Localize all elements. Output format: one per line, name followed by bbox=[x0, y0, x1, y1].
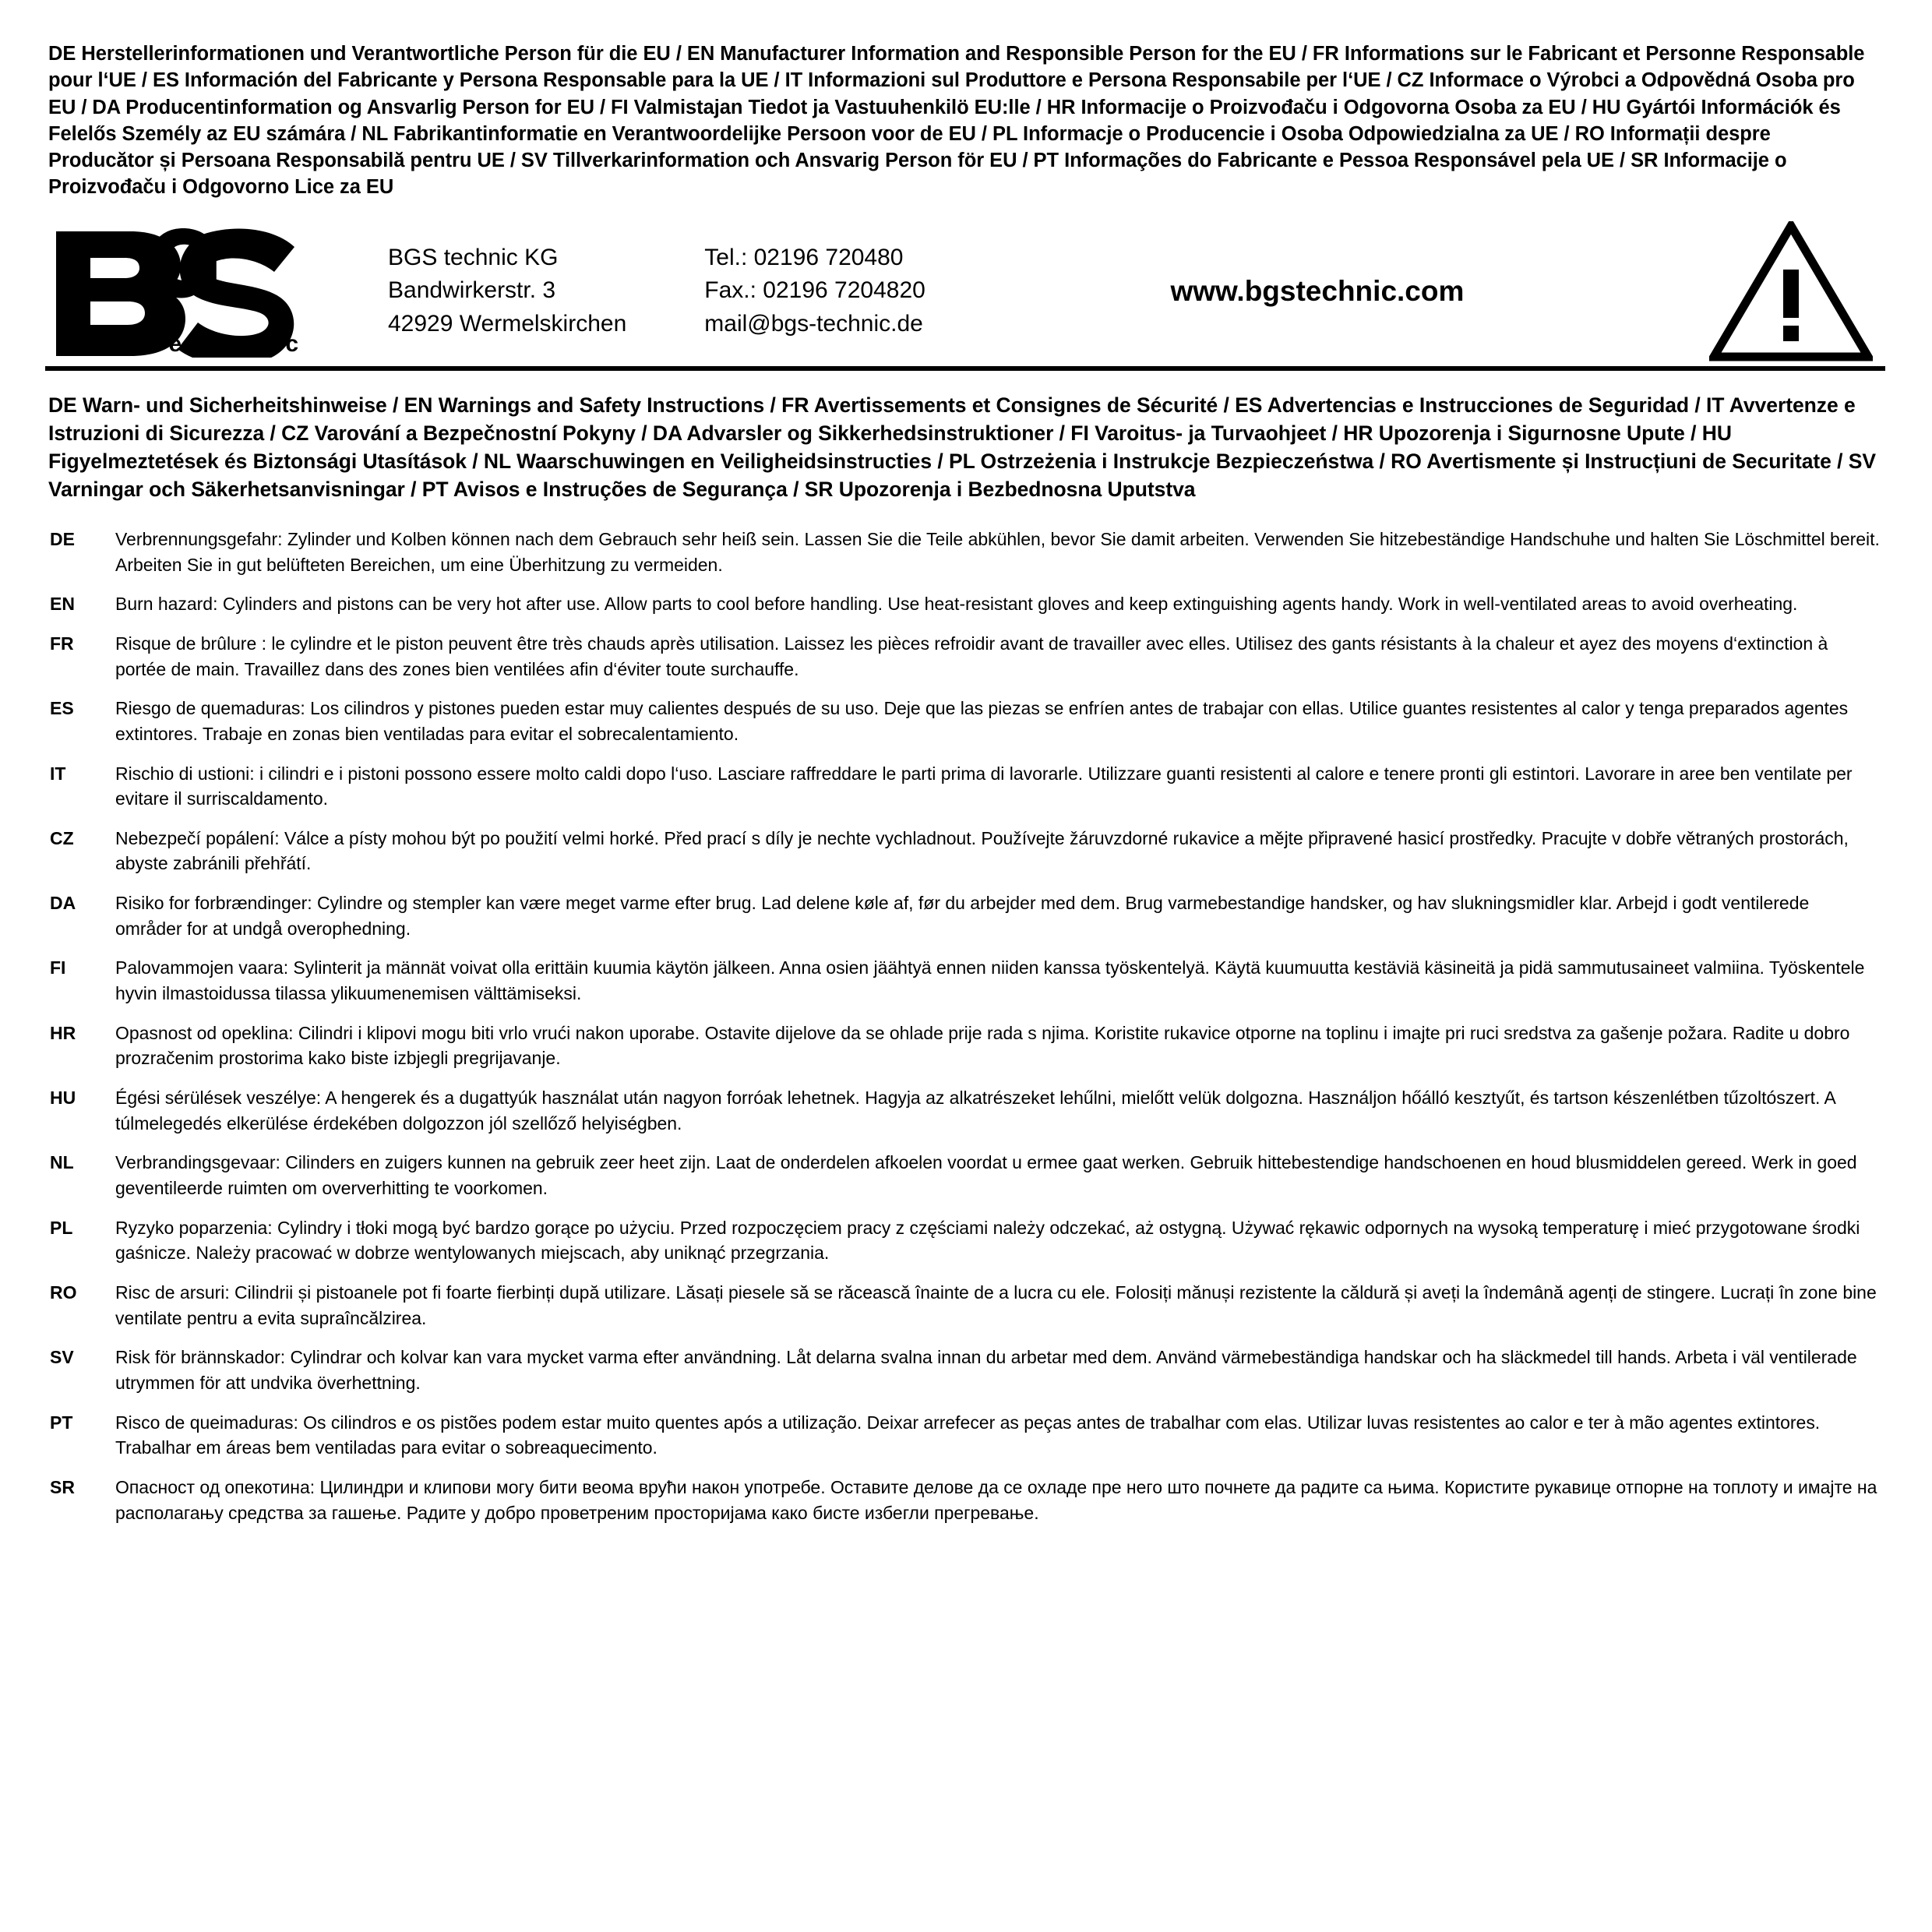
warning-text: Опасност од опекотина: Цилиндри и клипови могу бити веома врући након употребе. Оставите делове да се охладе пре него што почнете да радите са њима. Користите рукавице отпорне на топлоту и имајте на располагању средства за гашење. Радите у добро проветреним просторијама како бисте избегли прегревање. bbox=[115, 1476, 1877, 1523]
warning-text: Nebezpečí popálení: Válce a písty mohou být po použití velmi horké. Před prací s díly je nechte vychladnout. Používejte žáruvzdorné rukavice a mějte připravené hasicí prostředky. Pracujte v dobře větraných prostorách, abyste zabránili přehřátí. bbox=[115, 827, 1849, 874]
warning-row bbox=[48, 591, 1881, 617]
language-code: NL bbox=[50, 1152, 74, 1173]
warning-row bbox=[48, 826, 1881, 876]
company-website: www.bgstechnic.com bbox=[1170, 274, 1465, 307]
language-code: RO bbox=[50, 1282, 77, 1303]
company-city: 42929 Wermelskirchen bbox=[388, 311, 627, 337]
language-code: DA bbox=[50, 893, 76, 914]
language-code: ES bbox=[50, 698, 74, 719]
bgs-logo bbox=[45, 225, 377, 358]
company-header-band bbox=[45, 215, 1885, 371]
warning-text: Burn hazard: Cylinders and pistons can be very hot after use. Allow parts to cool before handling. Use heat-resistant gloves and keep extinguishing agents handy. Work in well-ventilated areas to avoid overheating. bbox=[115, 594, 1798, 615]
warning-row bbox=[48, 1150, 1881, 1200]
warning-text: Risc de arsuri: Cilindrii și pistoanele pot fi foarte fierbinți după utilizare. Lăsați piesele să se răcească înainte de a lucra cu ele. Folosiți mănuși rezistente la căldură și aveți la îndemână agenți de stingere. Lucrați în zone bine ventilate pentru a evita supraîncălzirea. bbox=[115, 1282, 1877, 1328]
company-address bbox=[377, 242, 626, 341]
company-tel: Tel.: 02196 720480 bbox=[704, 244, 904, 270]
warnings-heading: DE Warn- und Sicherheitshinweise / EN Warnings and Safety Instructions / FR Avertissements et Consignes de Sécurité / ES Advertencias e Instrucciones de Seguridad / IT Avvertenze e Istruzioni di Sicurezza / CZ Varování a Bezpečnostní Pokyny / DA Advarsler og Sikkerhedsinstruktioner / FI Varoitus- ja Turvaohjeet / HR Upozorenja i Sigurnosne Upute / HU Figyelmeztetések és Biztonsági Utasítások / NL Waarschuwingen en Veiligheidsinstructies / PL Ostrzeżenia i Instrukcje Bezpieczeństwa / RO Avertismente și Instrucțiuni de Securitate / SV Varningar och Säkerhetsanvisningar / PT Avisos e Instruções de Segurança / SR Upozorenja i Bezbednosna Uputstva bbox=[48, 393, 1877, 501]
warning-row bbox=[48, 631, 1881, 682]
warning-row bbox=[48, 696, 1881, 746]
language-code: CZ bbox=[50, 827, 74, 848]
warning-row bbox=[48, 1215, 1881, 1266]
warning-text: Risque de brûlure : le cylindre et le piston peuvent être très chauds après utilisation. Laissez les pièces refroidir avant de travailler avec elles. Utilisez des gants résistants à la chaleur et ayez des moyens d‘extinction à portée de main. Travaillez dans des zones bien ventilées afin d‘éviter toute surchauffe. bbox=[115, 633, 1828, 679]
language-code: PT bbox=[50, 1412, 73, 1433]
warning-text: Égési sérülések veszélye: A hengerek és a dugattyúk használat után nagyon forróak lehetnek. Hagyja az alkatrészeket lehűlni, mielőtt velük dolgozna. Használjon hőálló kesztyűt, és tartson készenlétben tűzoltószert. A túlmelegedés elkerülése érdekében dolgozzon jól szellőző helyiségben. bbox=[115, 1088, 1835, 1133]
warning-text: Opasnost od opeklina: Cilindri i klipovi mogu biti vrlo vrući nakon uporabe. Ostavite dijelove da se ohlade prije rada s njima. Koristite rukavice otporne na toplinu i imajte pri ruci sredstva za gašenje požara. Radite u dobro prozračenim prostorima kako biste izbjegli pregrijavanje. bbox=[115, 1022, 1850, 1069]
svg-text:®: ® bbox=[213, 238, 231, 265]
warning-row bbox=[48, 1475, 1881, 1525]
warning-row bbox=[48, 761, 1881, 812]
warnings-list bbox=[45, 527, 1885, 1525]
language-code: PL bbox=[50, 1217, 73, 1238]
warning-row bbox=[48, 1280, 1881, 1331]
company-contact bbox=[626, 242, 925, 341]
company-street: Bandwirkerstr. 3 bbox=[388, 277, 556, 304]
warning-text: Risiko for forbrændinger: Cylindre og stempler kan være meget varme efter brug. Lad delene køle af, før du arbejder med dem. Brug varmebestandige handsker, og hav slukningsmidler klar. Arbejd i godt ventilerede områder for at undgå overophedning. bbox=[115, 893, 1810, 939]
warning-text: Palovammojen vaara: Sylinterit ja männät voivat olla erittäin kuumia käytön jälkeen. Anna osien jäähtyä ennen niiden kanssa työskentelyä. Käytä kuumuutta kestäviä käsineitä ja pidä sammutusaineet valmiina. Työskentele hyvin ilmastoidussa tilassa ylikuumenemisen välttämiseksi. bbox=[115, 957, 1865, 1004]
warning-row bbox=[48, 1085, 1881, 1136]
manufacturer-info-heading: DE Herstellerinformationen und Verantwortliche Person für die EU / EN Manufacturer Information and Responsible Person for the EU / FR Informations sur le Fabricant et Personne Responsable pour l‘UE / ES Información del Fabricante y Persona Responsable para la UE / IT Informazioni sul Produttore e Persona Responsabile per l‘UE / CZ Informace o Výrobci a Odpovědná Osoba pro EU / DA Producentinformation og Ansvarlig Person for EU / FI Valmistajan Tiedot ja Vastuuhenkilö EU:lle / HR Informacije o Proizvođaču i Odgovorna Osoba za EU / HU Gyártói Információk és Felelős Személy az EU számára / NL Fabrikantinformatie en Verantwoordelijke Persoon voor de EU / PL Informacje o Producencie i Osoba Odpowiedzialna za UE / RO Informații despre Producător și Persoana Responsabilă pentru UE / SV Tillverkarinformation och Ansvarig Person för EU / PT Informações do Fabricante e Pessoa Responsável pela UE / SR Informacije o Proizvođaču i Odgovorno Lice za EU bbox=[48, 43, 1865, 199]
warning-row bbox=[48, 527, 1881, 577]
warning-text: Verbrandingsgevaar: Cilinders en zuigers kunnen na gebruik zeer heet zijn. Laat de onderdelen afkoelen voordat u ermee gaat werken. Gebruik hittebestendige handschoenen en houd blusmiddelen gereed. Werk in goed geventileerde ruimten om oververhitting te voorkomen. bbox=[115, 1152, 1857, 1199]
warning-triangle-icon bbox=[1709, 221, 1885, 361]
language-code: HU bbox=[50, 1088, 76, 1109]
warning-text: Ryzyko poparzenia: Cylindry i tłoki mogą być bardzo gorące po użyciu. Przed rozpoczęciem pracy z częściami należy odczekać, aż ostygną. Używać rękawic odpornych na wysoką temperaturę i mieć przygotowane środki gaśnicze. Należy pracować w dobrze wentylowanych miejscach, aby uniknąć przegrzania. bbox=[115, 1217, 1860, 1264]
warning-row bbox=[48, 1345, 1881, 1395]
company-name: BGS technic KG bbox=[388, 244, 559, 270]
language-code: EN bbox=[50, 594, 75, 615]
warning-row bbox=[48, 890, 1881, 941]
warning-text: Riesgo de quemaduras: Los cilindros y pistones pueden estar muy calientes después de su uso. Deje que las piezas se enfríen antes de trabajar con ellas. Utilice guantes resistentes al calor y tenga preparados agentes extintores. Trabaje en zonas bien ventiladas para evitar el sobrecalentamiento. bbox=[115, 698, 1849, 744]
warning-row bbox=[48, 955, 1881, 1006]
language-code: SR bbox=[50, 1476, 75, 1497]
svg-text:t e c h n i c: t e c h n i c bbox=[150, 330, 301, 357]
warning-row bbox=[48, 1021, 1881, 1071]
language-code: DE bbox=[50, 528, 75, 549]
warning-row bbox=[48, 1410, 1881, 1461]
language-code: IT bbox=[50, 763, 66, 784]
warning-text: Rischio di ustioni: i cilindri e i pistoni possono essere molto caldi dopo l‘uso. Lasciare raffreddare le parti prima di lavorarle. Utilizzare guanti resistenti al calore e tenere pronti gli estintori. Lavorare in aree ben ventilate per evitare il surriscaldamento. bbox=[115, 763, 1853, 809]
warning-text: Risk för brännskador: Cylindrar och kolvar kan vara mycket varma efter användning. Låt delarna svalna innan du arbetar med dem. Använd värmebeständiga handskar och ha släckmedel till hands. Arbeta i väl ventilerade utrymmen för att undvika överhettning. bbox=[115, 1347, 1857, 1393]
warning-text: Risco de queimaduras: Os cilindros e os pistões podem estar muito quentes após a utilização. Deixar arrefecer as peças antes de trabalhar com elas. Utilizar luvas resistentes ao calor e ter à mão agentes extintores. Trabalhar em áreas bem ventiladas para evitar o sobreaquecimento. bbox=[115, 1412, 1821, 1458]
language-code: HR bbox=[50, 1022, 76, 1043]
language-code: FR bbox=[50, 633, 74, 654]
warning-text: Verbrennungsgefahr: Zylinder und Kolben können nach dem Gebrauch sehr heiß sein. Lassen Sie die Teile abkühlen, bevor Sie damit arbeiten. Verwenden Sie hitzebeständige Handschuhe und halten Sie Löschmittel bereit. Arbeiten Sie in gut belüfteten Bereichen, um eine Überhitzung zu vermeiden. bbox=[115, 528, 1880, 575]
company-fax: Fax.: 02196 7204820 bbox=[704, 277, 925, 304]
language-code: SV bbox=[50, 1347, 74, 1368]
company-email: mail@bgs-technic.de bbox=[704, 311, 923, 337]
language-code: FI bbox=[50, 957, 66, 978]
